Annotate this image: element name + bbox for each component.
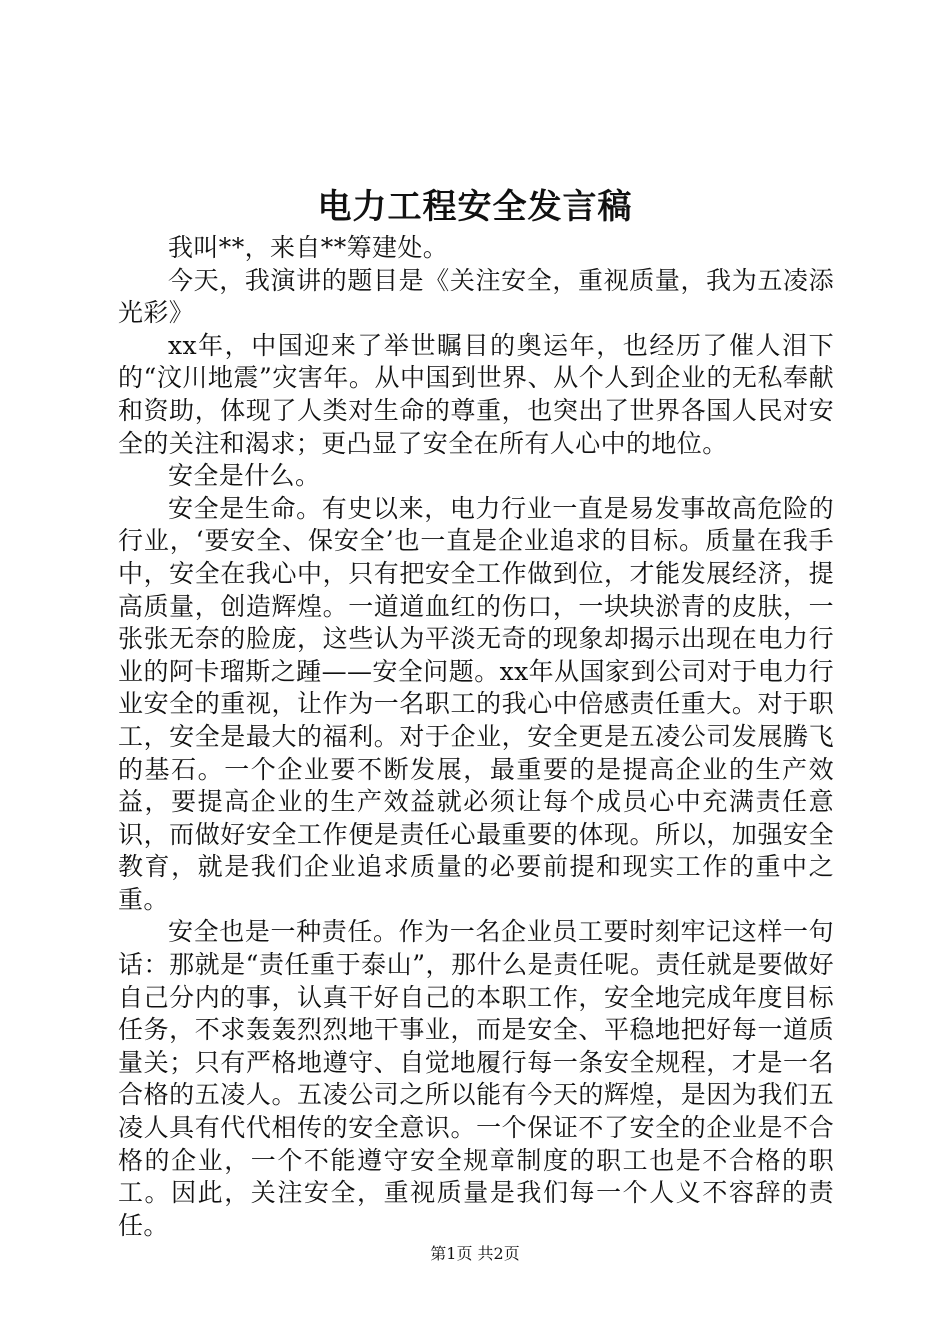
paragraph-intro: 我叫**，来自**筹建处。 (168, 233, 449, 262)
paragraph-olympic-year: xx年，中国迎来了举世瞩目的奥运年，也经历了催人泪下的“汶川地震”灾害年。从中国到世界、从个人到企业的无私奉献和资助，体现了人类对生命的尊重，也突出了世界各国人民对安全的关注和渴求；更凸显了安全在所有人心中的地位。 (118, 330, 834, 458)
paragraph-topic: 今天，我演讲的题目是《关注安全，重视质量，我为五凌添光彩》 (118, 265, 834, 328)
page-number-footer: 第1页 共2页 (430, 1244, 520, 1263)
paragraph-safety-is-responsibility: 安全也是一种责任。作为一名企业员工要时刻牢记这样一句话：那就是“责任重于泰山”，那什么是责任呢。责任就是要做好自己分内的事，认真干好自己的本职工作，安全地完成年度目标任务，不求轰轰烈烈地干事业，而是安全、平稳地把好每一道质量关；只有严格地遵守、自觉地履行每一条安全规程，才是一名合格的五凌人。五凌公司之所以能有今天的辉煌，是因为我们五凌人具有代代相传的安全意识。一个保证不了安全的企业是不合格的企业，一个不能遵守安全规章制度的职工也是不合格的职工。因此，关注安全，重视质量是我们每一个人义不容辞的责任。 (118, 917, 834, 1240)
paragraph-safety-is-life: 安全是生命。有史以来，电力行业一直是易发事故高危险的行业，‘要安全、保安全’也一直是企业追求的目标。质量在我手中，安全在我心中，只有把安全工作做到位，才能发展经济，提高质量，创造辉煌。一道道血红的伤口，一块块淤青的皮肤，一张张无奈的脸庞，这些认为平淡无奇的现象却揭示出现在电力行业的阿卡瑠斯之踵——安全问题。xx年从国家到公司对于电力行业安全的重视，让作为一名职工的我心中倍感责任重大。对于职工，安全是最大的福利。对于企业，安全更是五凌公司发展腾飞的基石。一个企业要不断发展，最重要的是提高企业的生产效益，要提高企业的生产效益就必须让每个成员心中充满责任意识，而做好安全工作便是责任心最重要的体现。所以，加强安全教育，就是我们企业追求质量的必要前提和现实工作的重中之重。 (118, 493, 834, 914)
document-title: 电力工程安全发言稿 (317, 187, 633, 227)
paragraph-what-is-safety: 安全是什么。 (168, 461, 321, 491)
document-body (118, 232, 834, 1242)
